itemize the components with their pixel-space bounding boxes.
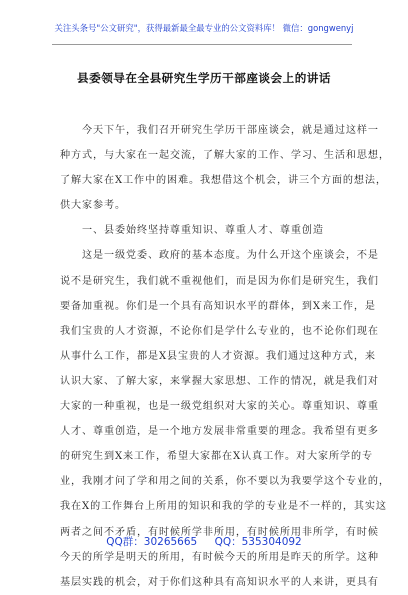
footer-qq-group: QQ群：30265665 (106, 536, 198, 548)
body-text-line: 认识大家、了解大家，来掌握大家思想、工作的情况，就是我们对 (60, 375, 379, 387)
body-text-line: 基层实践的机会，对于你们这种具有高知识水平的人来讲，更具有 (60, 576, 379, 588)
document-body (60, 118, 390, 595)
body-text-line: 人才、尊重创造，是一个地方发展非常重要的理念。我希望有更多 (60, 426, 379, 438)
body-text-line: 的研究生到X来工作，希望大家都在X认真工作。对大家所学的专 (60, 451, 374, 463)
header-divider (52, 44, 352, 45)
body-text-line: 从事什么工作，都是X县宝贵的人才资源。我们通过这种方式，来 (60, 350, 376, 362)
body-text-line: 一、县委始终坚持尊重知识、尊重人才、尊重创造 (60, 225, 324, 237)
body-text-line: 今天的所学是明天的所用，有时候今天的所用是昨天的所学。这种 (60, 551, 379, 563)
body-text-line: 要备加重视。你们是一个具有高知识水平的群体，到X来工作，是 (60, 300, 376, 312)
document-title: 县委领导在全县研究生学历干部座谈会上的讲话 (77, 71, 331, 85)
body-text-line: 这是一级党委、政府的基本态度。为什么开这个座谈会，不是 (60, 250, 379, 262)
body-text-line: 我们宝贵的人才资源，不论你们是学什么专业的，也不论你们现在 (60, 325, 379, 337)
body-text-line: 大家的一种重视，也是一级党组织对大家的关心。尊重知识、尊重 (60, 401, 379, 413)
page-header-banner: 关注头条号"公文研究"，获得最新最全最专业的公文资料库！ 微信：gongwenyj (54, 23, 354, 33)
footer-qq-contact: QQ：535304092 (214, 536, 302, 548)
body-text-line: 业，我刚才问了学和用之间的关系，你不要以为我要学这个专业的， (60, 476, 390, 488)
page-footer (0, 534, 408, 549)
body-text-line: 供大家参考。 (60, 200, 126, 212)
body-text-line: 种方式，与大家在一起交流，了解大家的工作、学习、生活和思想， (60, 150, 390, 162)
body-text-line: 两者之间不矛盾，有时候所学非所用，有时候所用非所学，有时候 (60, 526, 379, 538)
body-text-line: 我在X的工作舞台上所用的知识和我的学的专业是不一样的，其实这 (60, 501, 387, 513)
body-text-line: 说不是研究生，我们就不重视他们，而是因为你们是研究生，我们 (60, 275, 379, 287)
body-text-line: 了解大家在X工作中的困难。我想借这个机会，讲三个方面的想法， (60, 175, 387, 187)
body-text-line: 今天下午，我们召开研究生学历干部座谈会，就是通过这样一 (60, 125, 379, 136)
